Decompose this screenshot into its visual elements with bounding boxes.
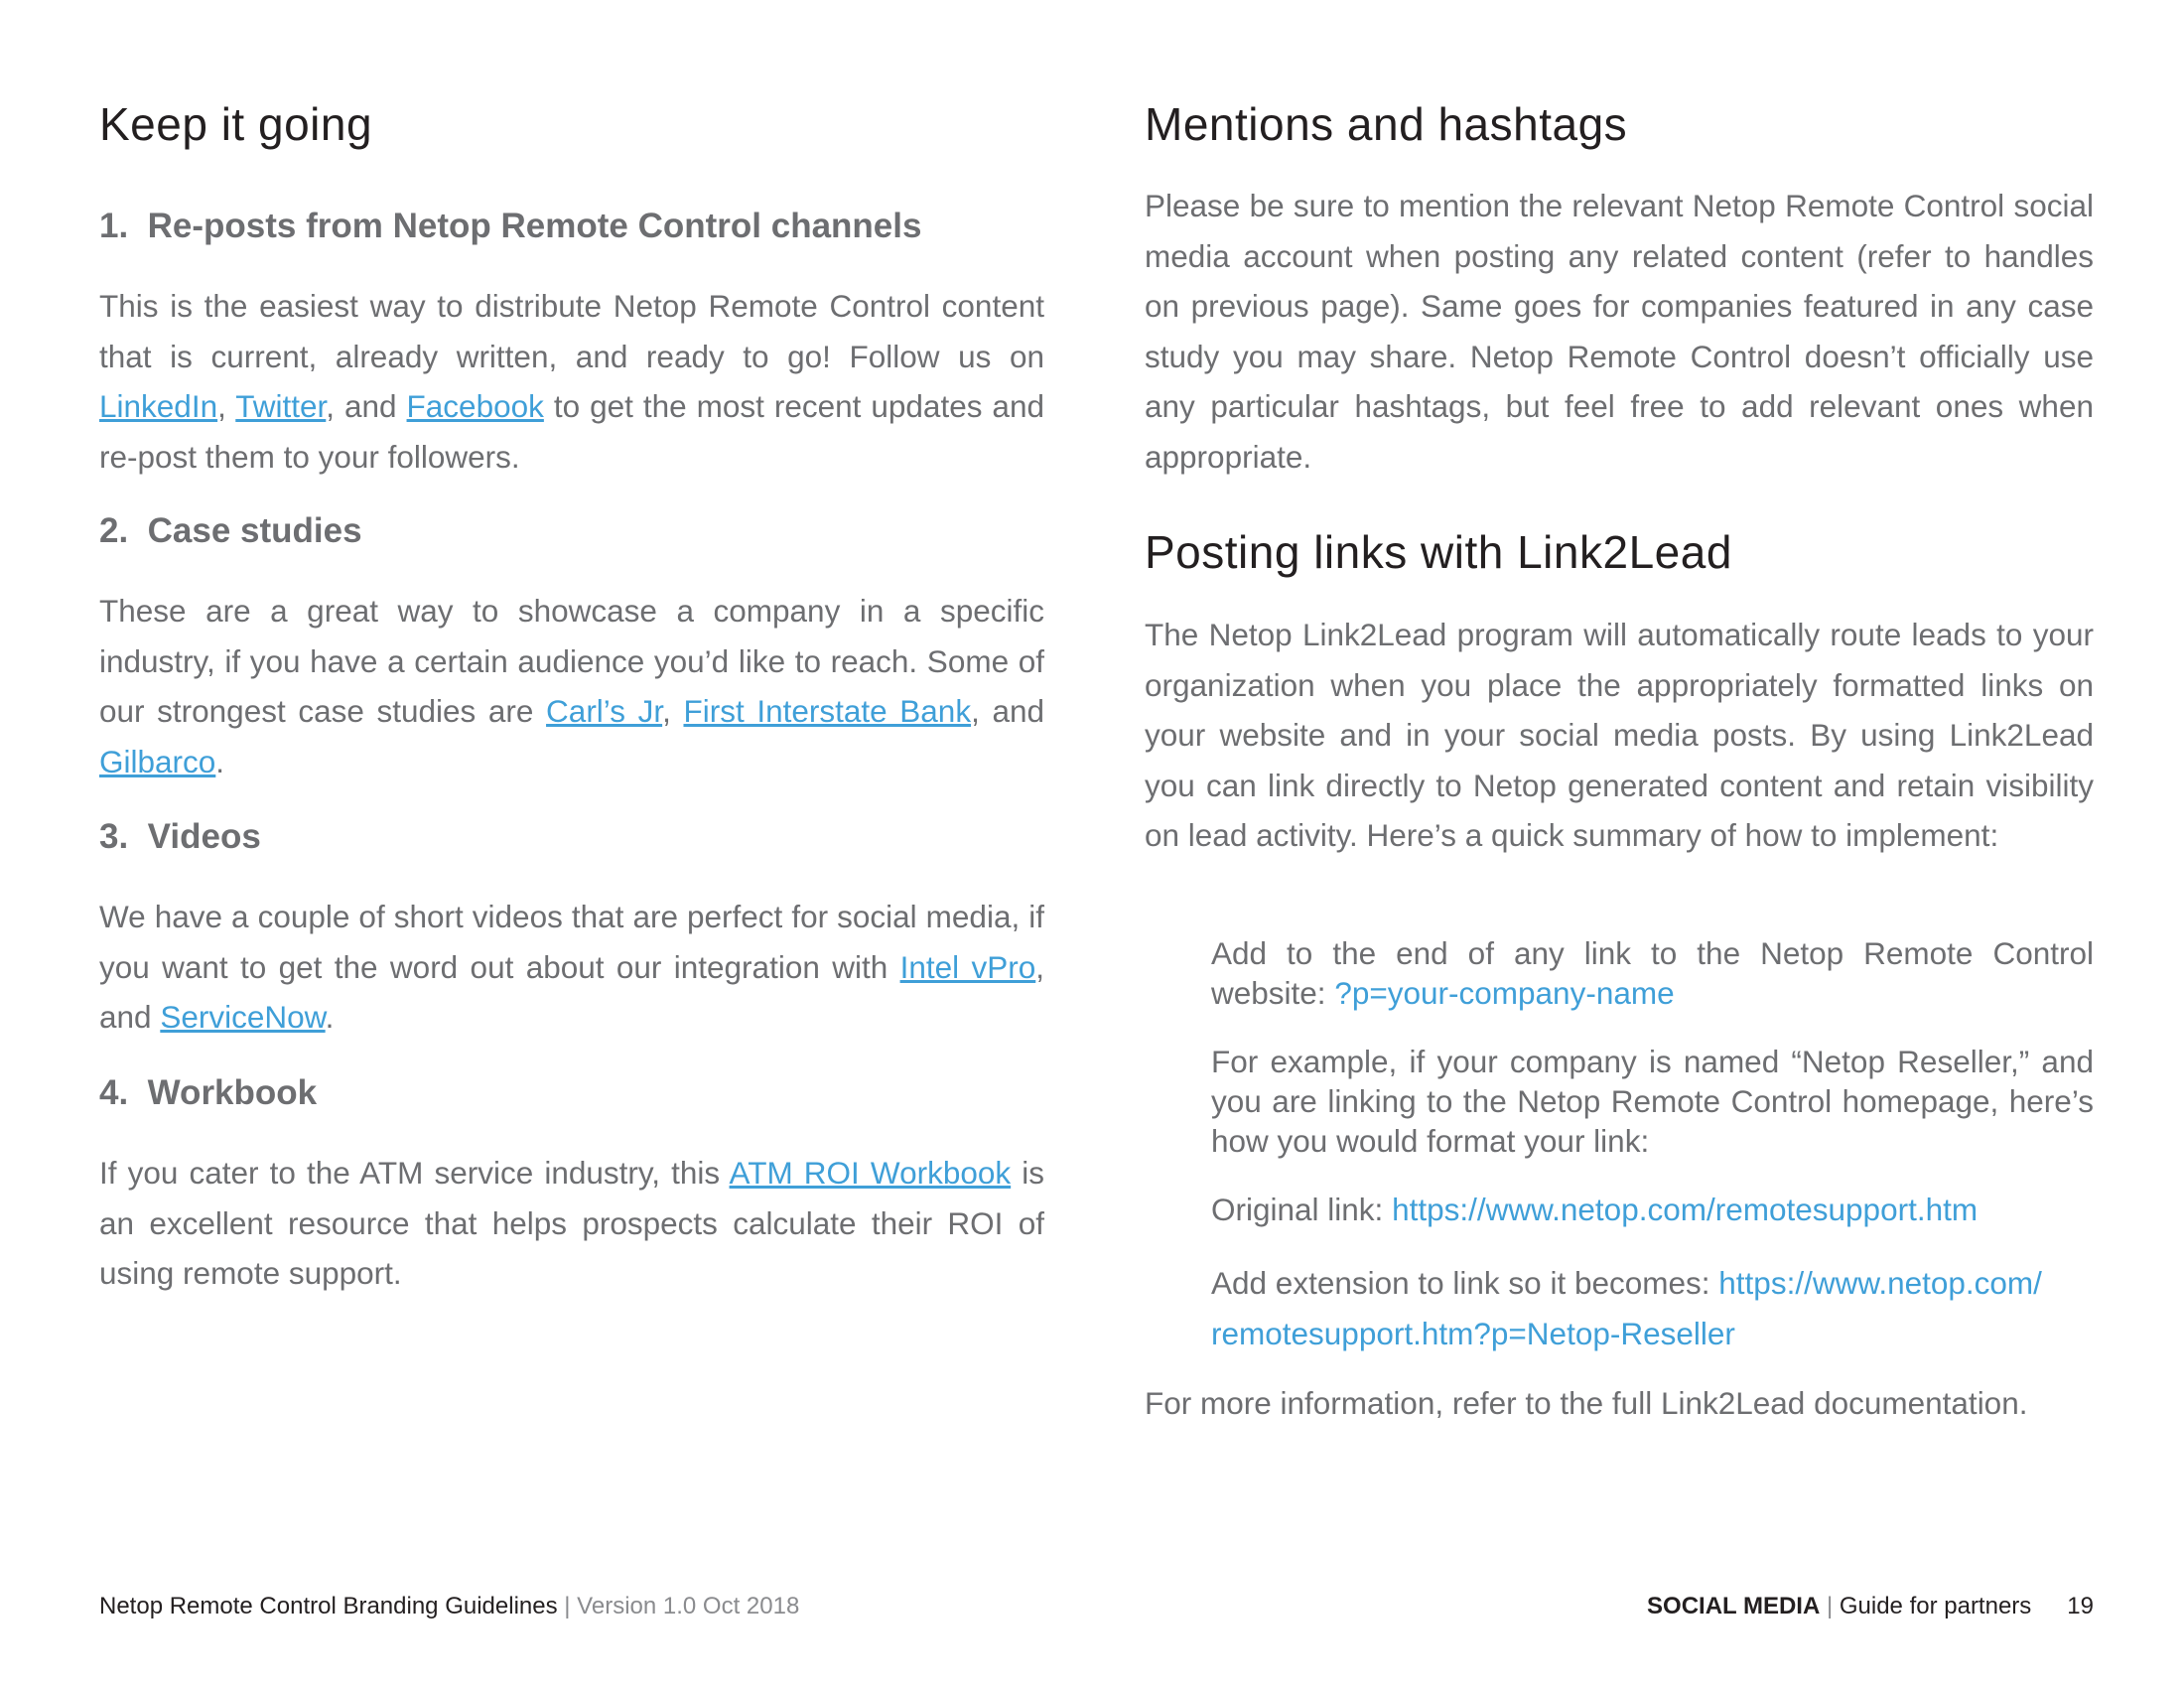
link2lead-steps [1211, 933, 2094, 1358]
linkedin-link[interactable]: LinkedIn [99, 388, 218, 424]
facebook-link[interactable]: Facebook [406, 388, 544, 424]
intel-vpro-link[interactable]: Intel vPro [899, 948, 1036, 985]
footer-separator: | [557, 1593, 578, 1619]
footer-right [1647, 1592, 2094, 1621]
first-interstate-bank-link[interactable]: First Interstate Bank [683, 693, 972, 729]
extension-url-link-part2[interactable]: remotesupport.htm?p=Netop-Reseller [1211, 1315, 1735, 1351]
twitter-link[interactable]: Twitter [235, 388, 327, 424]
footer-version: Version 1.0 Oct 2018 [577, 1593, 800, 1619]
gilbarco-link[interactable]: Gilbarco [99, 743, 216, 779]
section-1-number: 1. [99, 207, 129, 245]
original-url-link[interactable]: https://www.netop.com/remotesupport.htm [1392, 1192, 1979, 1227]
section-1-title-text: Re-posts from Netop Remote Control channels [147, 207, 922, 245]
section-1-title [99, 205, 921, 248]
carls-jr-link[interactable]: Carl’s Jr [546, 693, 663, 729]
mentions-body: Please be sure to mention the relevant Netop Remote Control social media account when posting any related content (refer to handles on previous page). Same goes for companies featured in any case study you may share. Netop Remote Control doesn’t officially use any particular hashtags, but feel free to add relevant ones when appropriate. [1145, 188, 2094, 475]
section-2-title [99, 509, 362, 553]
footer-right-separator: | [1820, 1593, 1840, 1619]
extension-url-link-part1[interactable]: https://www.netop.com/ [1718, 1265, 2042, 1301]
footer-doc-title: Netop Remote Control Branding Guidelines [99, 1593, 558, 1619]
footer-left [99, 1592, 799, 1621]
footer-section-name: SOCIAL MEDIA [1647, 1593, 1821, 1619]
section-4-number: 4. [99, 1073, 129, 1112]
section-3-number: 3. [99, 817, 129, 856]
servicenow-link[interactable]: ServiceNow [160, 999, 326, 1035]
footer-subtitle: Guide for partners [1839, 1593, 2032, 1619]
suffix-code: ?p=your-company-name [1334, 975, 1675, 1011]
mentions-heading: Mentions and hashtags [1145, 98, 1628, 150]
section-1-body: This is the easiest way to distribute Netop Remote Control content that is current, already written, and ready to go! Follow us on LinkedIn, Twitter, and Facebook to get the most recent updates and re-post them to your followers. [99, 288, 1044, 475]
step-example: For example, if your company is named “Netop Reseller,” and you are linking to the Netop Remote Control homepage, here’s how you would format your link: [1211, 1044, 2094, 1159]
step-add-suffix: Add to the end of any link to the Netop Remote Control website: ?p=your-company-name [1211, 935, 2094, 1011]
section-4-title-text: Workbook [147, 1073, 318, 1112]
section-3-body: We have a couple of short videos that are perfect for social media, if you want to get the word out about our integration with Intel vPro, and ServiceNow. [99, 899, 1045, 1035]
section-3-title [99, 815, 261, 859]
section-2-body: These are a great way to showcase a company in a specific industry, if you have a certain audience you’d like to reach. Some of our strongest case studies are Carl’s Jr, First Interstate Bank, and Gilbarco. [99, 593, 1045, 779]
atm-roi-workbook-link[interactable]: ATM ROI Workbook [729, 1155, 1012, 1191]
section-2-number: 2. [99, 511, 129, 550]
step-extension-link: Add extension to link so it becomes: https://www.netop.com/ remotesupport.htm?p=Netop-Reseller [1211, 1258, 2094, 1358]
keep-it-going-heading: Keep it going [99, 98, 373, 150]
section-4-title [99, 1071, 317, 1115]
section-2-title-text: Case studies [147, 511, 362, 550]
section-4-body: If you cater to the ATM service industry, this ATM ROI Workbook is an excellent resource that helps prospects calculate their ROI of using remote support. [99, 1155, 1045, 1291]
more-info-text: For more information, refer to the full Link2Lead documentation. [1145, 1385, 2028, 1421]
section-3-title-text: Videos [147, 817, 261, 856]
link2lead-body: The Netop Link2Lead program will automatically route leads to your organization when you place the appropriately formatted links on your website and in your social media posts. By using Link2Lead you can link directly to Netop generated content and retain visibility on lead activity. Here’s a quick summary of how to implement: [1145, 617, 2094, 853]
link2lead-heading: Posting links with Link2Lead [1145, 526, 1732, 578]
page-number: 19 [2067, 1593, 2094, 1619]
step-original-link: Original link: https://www.netop.com/remotesupport.htm [1211, 1192, 1979, 1227]
